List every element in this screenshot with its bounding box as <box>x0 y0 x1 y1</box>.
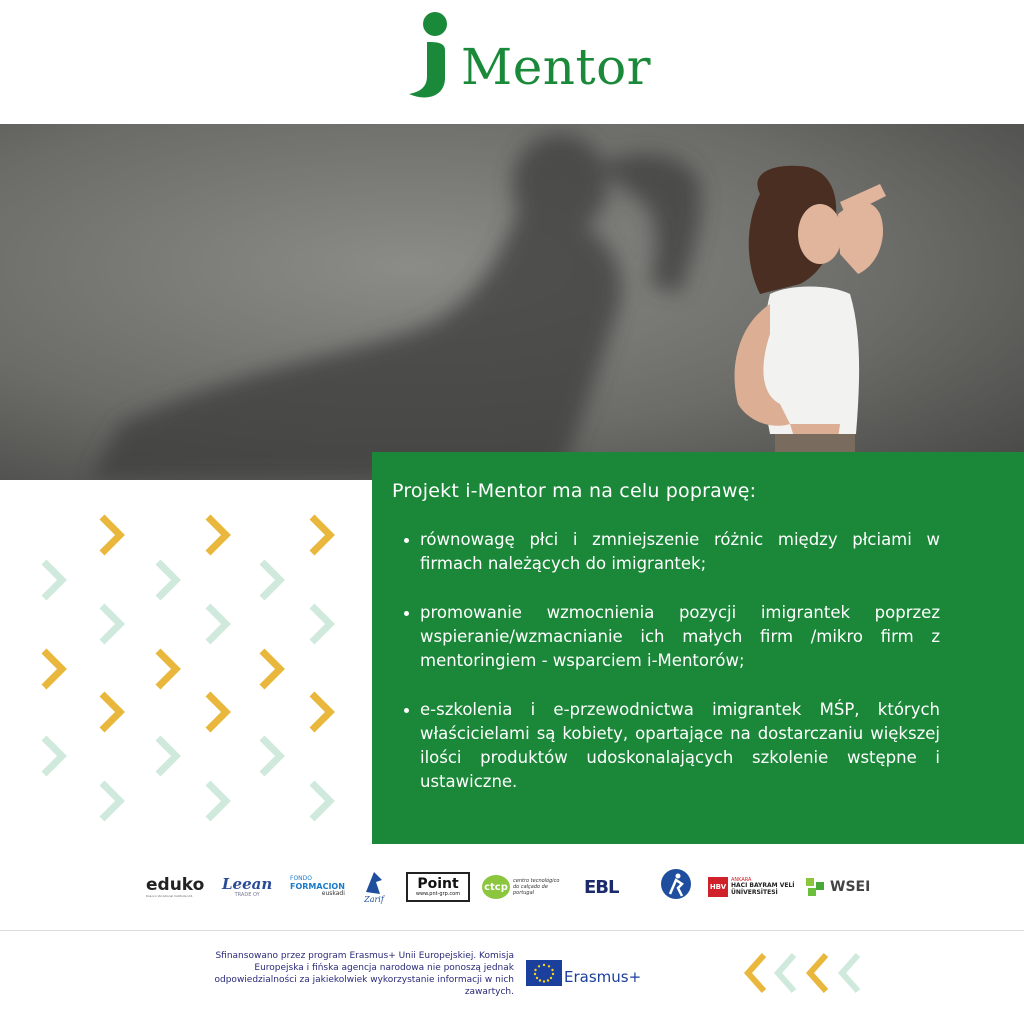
runner-logo <box>660 862 692 912</box>
point-logo <box>406 862 470 912</box>
hbv-badge: HBV <box>708 877 728 897</box>
chevron-pattern <box>30 505 360 835</box>
ankara-line3: ÜNİVERSİTESİ <box>731 888 778 896</box>
chevron-right-icon <box>262 651 280 687</box>
ebl-logo <box>584 862 619 912</box>
erasmus-logo <box>526 960 646 992</box>
zarif-name: Zarif <box>364 895 384 904</box>
ebl-name: EBL <box>584 876 619 898</box>
chevron-right-icon <box>158 651 176 687</box>
chevron-left-icon <box>842 955 858 991</box>
fondo-line2: FORMACION <box>290 881 345 891</box>
chevron-right-icon <box>102 783 120 819</box>
chevron-left-icon <box>778 955 794 991</box>
chevron-right-icon <box>208 517 226 553</box>
hero-illustration <box>0 124 1024 480</box>
eduko-name: eduko <box>146 874 205 895</box>
ctcp-subtitle: centro tecnológico do calçado de portugal <box>513 878 560 896</box>
chevron-left-icon <box>748 955 764 991</box>
eduko-subtitle: Kosovo Vocational Institute Ltd. <box>146 893 194 898</box>
chevron-right-icon <box>158 738 176 774</box>
hero-image <box>0 124 1024 480</box>
i-mentor-logo <box>405 8 655 108</box>
chevron-right-icon <box>102 517 120 553</box>
fondo-formacion-logo <box>290 862 345 912</box>
leean-logo <box>222 862 272 912</box>
point-name: Point <box>417 876 459 892</box>
goals-list <box>392 528 940 794</box>
chevron-right-icon <box>312 783 330 819</box>
chevron-right-icon <box>208 783 226 819</box>
chevron-right-icon <box>208 606 226 642</box>
partner-logos <box>140 862 900 912</box>
wsei-name: WSEI <box>830 879 871 895</box>
zarif-bird-icon <box>362 870 386 896</box>
chevron-right-icon <box>262 738 280 774</box>
ankara-hbv-logo <box>708 862 795 912</box>
ctcp-logo <box>482 862 565 912</box>
project-goals-panel <box>372 452 1024 844</box>
chevron-right-icon <box>44 651 62 687</box>
logo-wordmark: Mentor <box>461 38 652 96</box>
panel-title: Projekt i-Mentor ma na celu poprawę: <box>392 480 757 502</box>
chevron-right-icon <box>312 694 330 730</box>
chevron-right-icon <box>208 694 226 730</box>
funding-disclaimer: Sfinansowano przez program Erasmus+ Unii Europejskiej. Komisja Europejska i fińska agencja narodowa nie ponoszą jednak odpowiedzialności za jakiekolwiek wykorzystanie informacji w nich zawartych. <box>214 951 514 997</box>
chevron-right-icon <box>262 562 280 598</box>
fondo-line1: FONDO <box>290 875 313 882</box>
chevron-right-icon <box>44 738 62 774</box>
chevron-right-icon <box>44 562 62 598</box>
fondo-line3: euskadi <box>321 890 345 898</box>
goal-item: równowagę płci i zmniejszenie różnic między płciami w firmach należących do imigrantek; <box>392 528 940 576</box>
leean-subtitle: TRADE OY <box>234 891 260 898</box>
footer-chevrons <box>742 950 867 996</box>
chevron-right-icon <box>158 562 176 598</box>
ctcp-badge: ctcp <box>482 875 510 899</box>
eduko-logo <box>146 862 204 912</box>
chevron-right-icon <box>102 606 120 642</box>
goal-item: e-szkolenia i e-przewodnictwa imigrantek MŚP, których właścicielami są kobiety, opartające na dostarczaniu większej ilości produktów udoskonalających szkolenie wstępne i ustawiczne. <box>392 698 940 794</box>
goal-item: promowanie wzmocnienia pozycji imigrantek poprzez wspieranie/wzmacnianie ich małych firm /mikro firm z mentoringiem - wsparciem i-Mentorów; <box>392 601 940 673</box>
ankara-line1: ANKARA <box>731 877 752 884</box>
eu-flag-icon <box>526 960 562 986</box>
chevron-right-icon <box>102 694 120 730</box>
leean-name: Leean <box>222 874 273 893</box>
footer-divider <box>0 930 1024 931</box>
ankara-line2: HACI BAYRAM VELİ <box>731 882 795 890</box>
erasmus-label: Erasmus+ <box>564 968 642 986</box>
runner-emblem-icon <box>660 868 692 906</box>
chevron-left-icon <box>810 955 826 991</box>
chevron-right-icon <box>312 606 330 642</box>
point-url: www.pnt-grp.com <box>415 891 461 897</box>
chevron-right-icon <box>312 517 330 553</box>
wsei-puzzle-icon <box>804 876 826 898</box>
zarif-logo <box>362 862 386 912</box>
wsei-logo <box>804 862 870 912</box>
